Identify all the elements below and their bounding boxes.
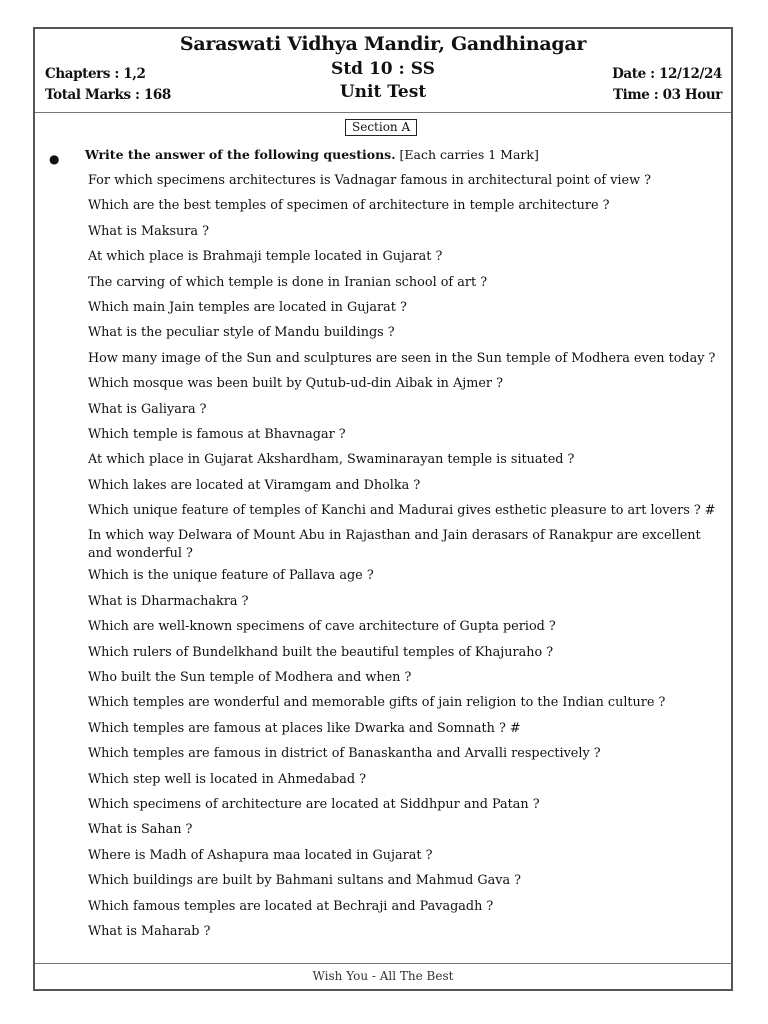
question-item: Which are the best temples of specimen of architecture in temple architecture ? xyxy=(88,198,610,214)
school-name: Saraswati Vidhya Mandir, Gandhinagar xyxy=(179,33,587,55)
question-item: At which place in Gujarat Akshardham, Swaminarayan temple is situated ? xyxy=(88,452,575,468)
question-item: Which are well-known specimens of cave architecture of Gupta period ? xyxy=(88,619,556,635)
question-item: Which temple is famous at Bhavnagar ? xyxy=(88,426,346,442)
bullet-icon: ● xyxy=(49,152,60,166)
question-item: Who built the Sun temple of Modhera and when ? xyxy=(88,670,412,686)
question-item: How many image of the Sun and sculptures are seen in the Sun temple of Modhera even today ? xyxy=(88,350,716,366)
question-item: Which rulers of Bundelkhand built the beautiful temples of Khajuraho ? xyxy=(88,644,554,660)
question-item: Which specimens of architecture are located at Siddhpur and Patan ? xyxy=(88,796,540,812)
question-item: Which lakes are located at Viramgam and Dholka ? xyxy=(88,477,421,493)
question-item: What is Maksura ? xyxy=(88,223,209,239)
question-list xyxy=(88,172,718,948)
question-item: Which mosque was been built by Qutub-ud-din Aibak in Ajmer ? xyxy=(88,376,503,392)
standard-subject: Std 10 : SS xyxy=(331,59,435,79)
time-label: Time : 03 Hour xyxy=(612,87,722,103)
question-item: Which famous temples are located at Bechraji and Pavagadh ? xyxy=(88,898,494,914)
question-item: What is Galiyara ? xyxy=(88,401,207,417)
question-item: What is Dharmachakra ? xyxy=(88,593,249,609)
question-item: What is Sahan ? xyxy=(88,822,193,838)
total-marks-label: Total Marks : 168 xyxy=(45,87,171,103)
question-item: What is the peculiar style of Mandu buildings ? xyxy=(88,325,395,341)
question-item: Which buildings are built by Bahmani sultans and Mahmud Gava ? xyxy=(88,873,522,889)
question-item: In which way Delwara of Mount Abu in Rajasthan and Jain derasars of Ranakpur are excellent and wonderful ? xyxy=(88,528,701,562)
chapters-label: Chapters : 1,2 xyxy=(45,66,146,82)
question-item: Which temples are wonderful and memorable gifts of jain religion to the Indian culture ? xyxy=(88,695,666,711)
question-item: For which specimens architectures is Vadnagar famous in architectural point of view ? xyxy=(88,173,651,188)
instruction-text: Write the answer of the following questions. xyxy=(85,147,396,162)
test-title: Unit Test xyxy=(339,82,427,102)
section-heading: Section A xyxy=(345,119,417,136)
question-item: Where is Madh of Ashapura maa located in Gujarat ? xyxy=(88,847,433,863)
question-item: Which temples are famous at places like Dwarka and Somnath ? # xyxy=(88,720,521,736)
question-item: At which place is Brahmaji temple located in Gujarat ? xyxy=(88,249,443,265)
question-item: Which temples are famous in district of Banaskantha and Arvalli respectively ? xyxy=(88,746,601,762)
question-item: Which unique feature of temples of Kanchi and Madurai gives esthetic pleasure to art lovers ? # xyxy=(88,503,716,519)
question-item: Which step well is located in Ahmedabad ? xyxy=(88,771,366,787)
question-item: Which is the unique feature of Pallava age ? xyxy=(88,568,374,584)
marks-note: [Each carries 1 Mark] xyxy=(399,147,539,162)
date-label: Date : 12/12/24 xyxy=(612,66,722,82)
question-item: What is Maharab ? xyxy=(88,923,211,939)
paper-header xyxy=(35,29,731,113)
footer-message: Wish You - All The Best xyxy=(35,963,731,989)
instruction xyxy=(85,147,539,162)
exam-paper xyxy=(33,27,733,991)
question-item: The carving of which temple is done in Iranian school of art ? xyxy=(88,274,488,290)
question-item: Which main Jain temples are located in Gujarat ? xyxy=(88,299,407,315)
